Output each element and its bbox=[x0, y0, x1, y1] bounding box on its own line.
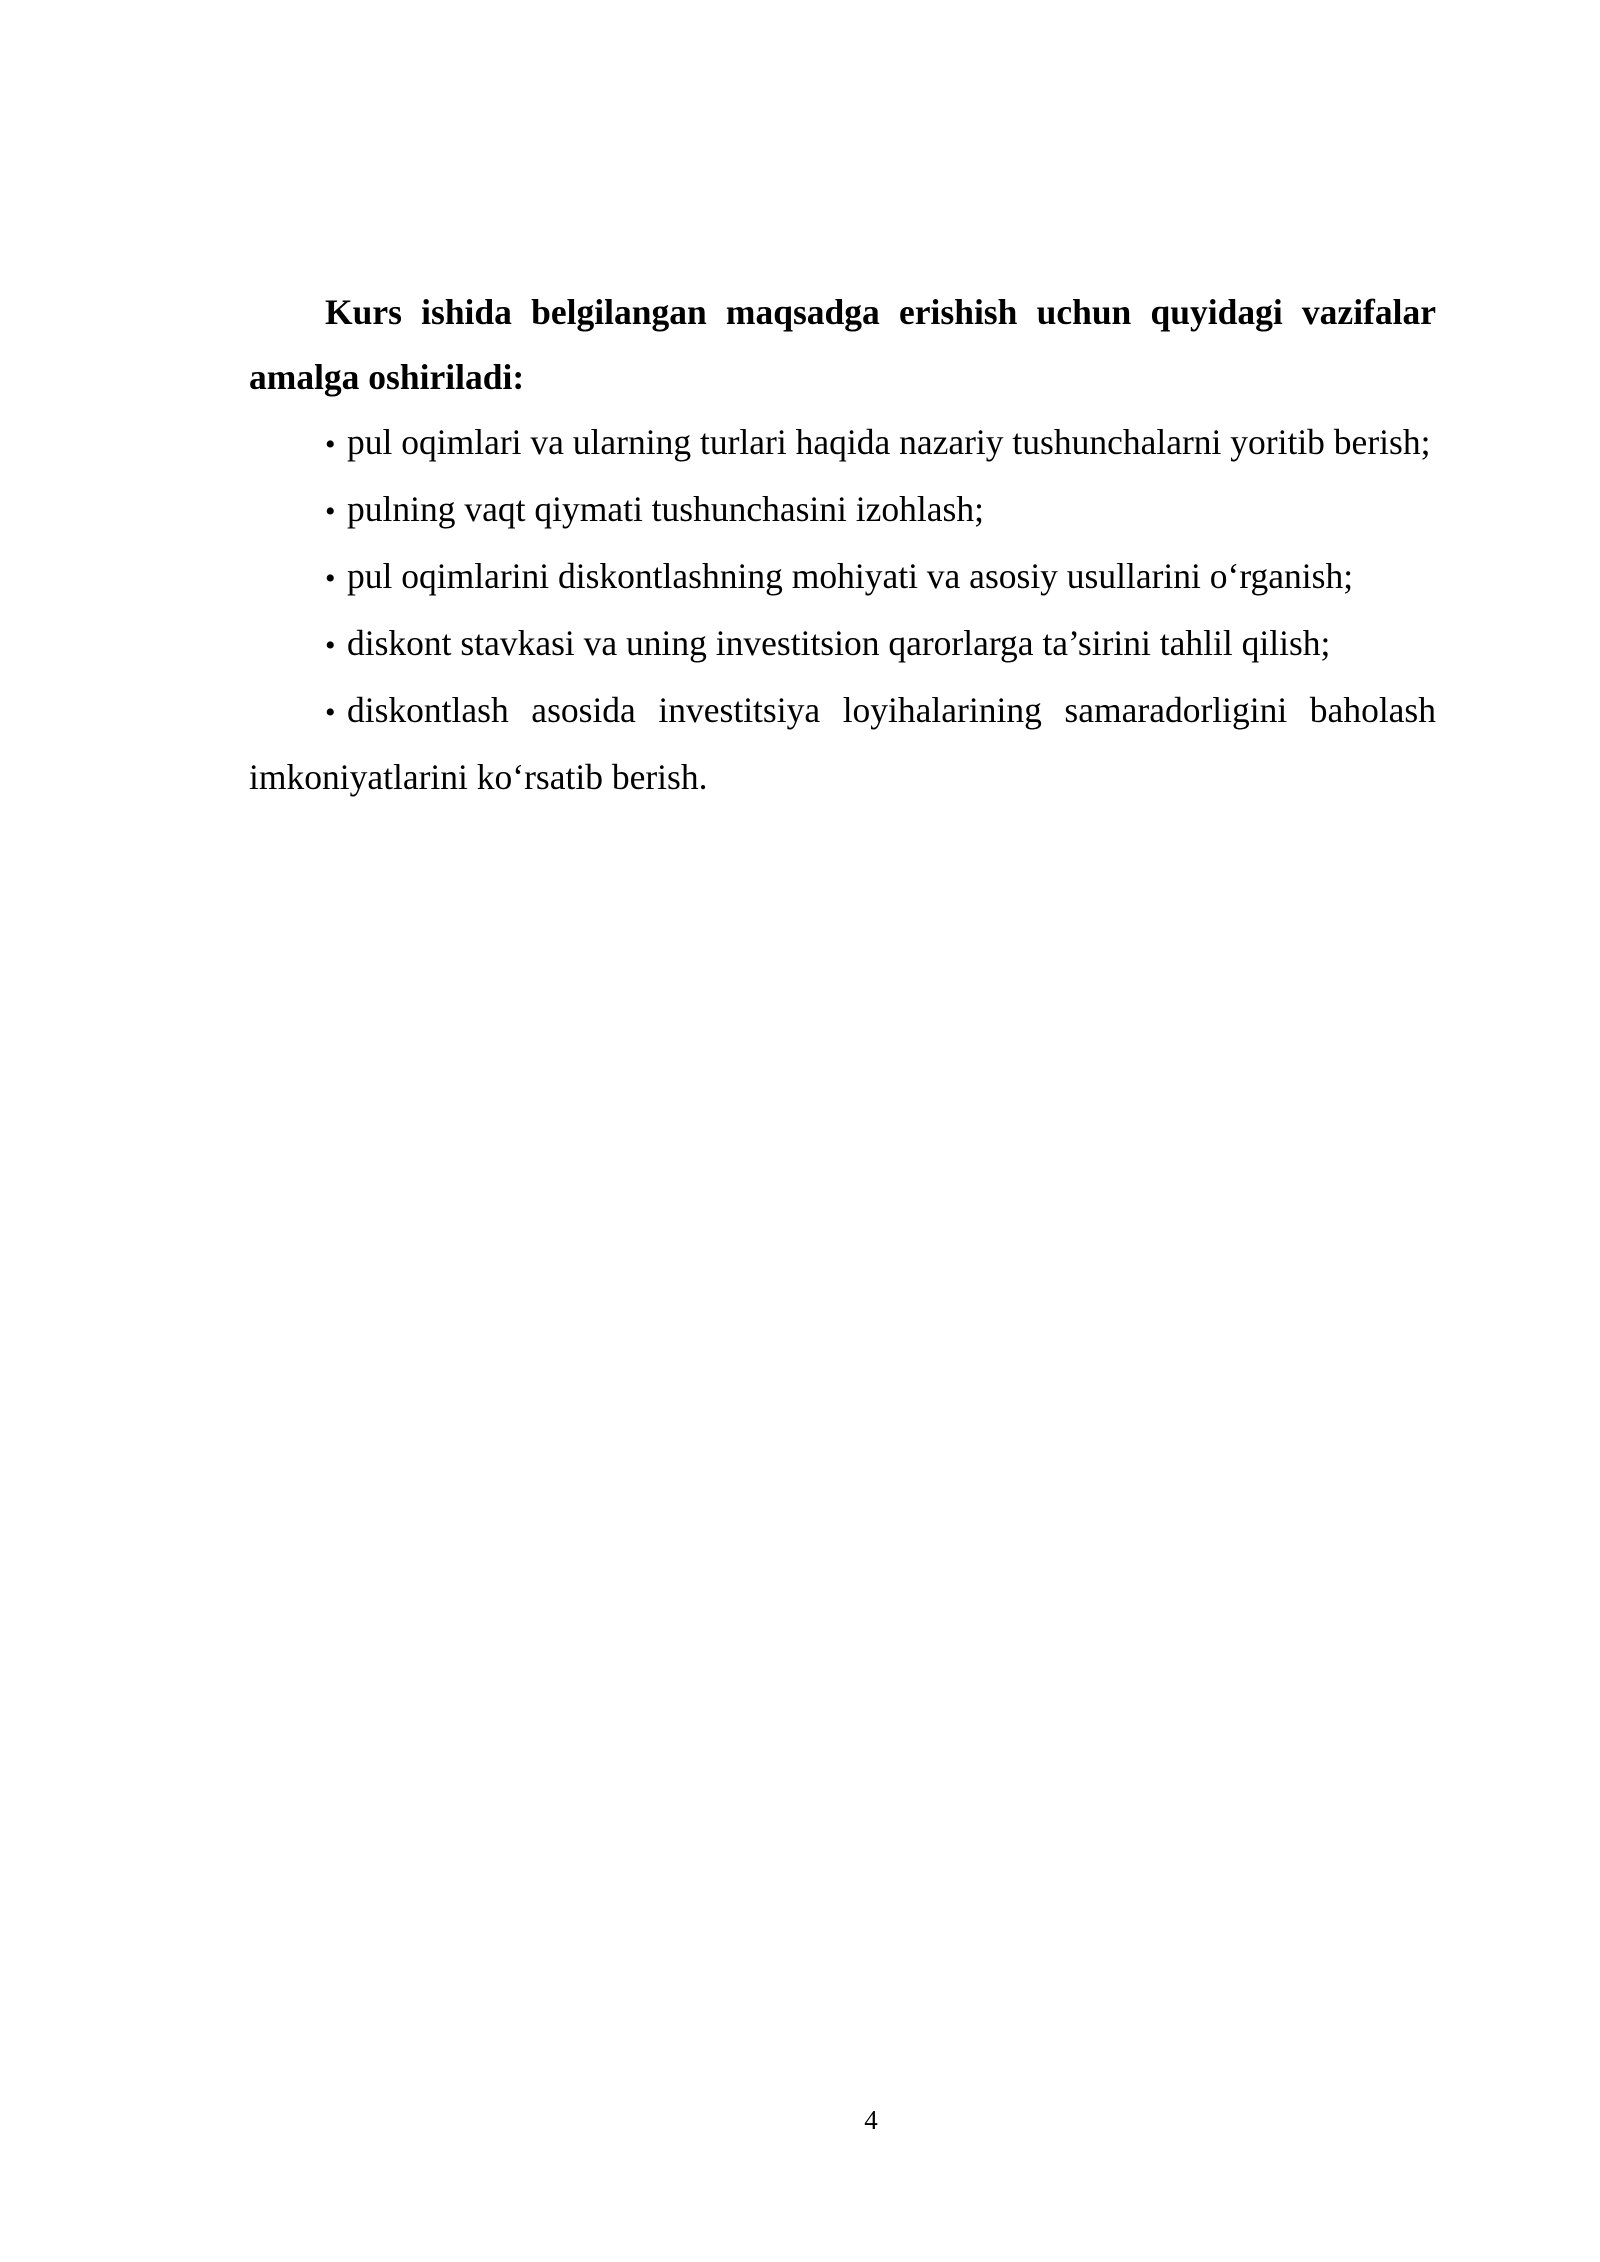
list-item-text: pul oqimlari va ularning turlari haqida nazariy tushunchalarni yoritib berish; bbox=[347, 422, 1431, 462]
bullet-icon: • bbox=[325, 495, 336, 528]
list-item bbox=[249, 410, 1436, 477]
list-item bbox=[249, 544, 1436, 611]
list-item-text: diskont stavkasi va uning investitsion qarorlarga ta’sirini tahlil qilish; bbox=[347, 623, 1331, 663]
list-item bbox=[249, 611, 1436, 678]
page-number: 4 bbox=[864, 2105, 878, 2135]
document-body bbox=[249, 280, 1436, 810]
intro-paragraph: Kurs ishida belgilangan maqsadga erishish uchun quyidagi vazifalar amalga oshiriladi: bbox=[249, 292, 1436, 397]
bullet-icon: • bbox=[325, 629, 336, 662]
list-item-text: diskontlash asosida investitsiya loyihalarining samaradorligini baholash imkoniyatlarini ko‘rsatib berish. bbox=[249, 690, 1436, 797]
bullet-icon: • bbox=[325, 562, 336, 595]
list-item-text: pulning vaqt qiymati tushunchasini izohlash; bbox=[347, 489, 984, 529]
bullet-icon: • bbox=[325, 428, 336, 461]
list-item bbox=[249, 678, 1436, 810]
bullet-icon: • bbox=[325, 696, 336, 729]
list-item bbox=[249, 477, 1436, 544]
list-item-text: pul oqimlarini diskontlashning mohiyati va asosiy usullarini o‘rganish; bbox=[347, 556, 1354, 596]
